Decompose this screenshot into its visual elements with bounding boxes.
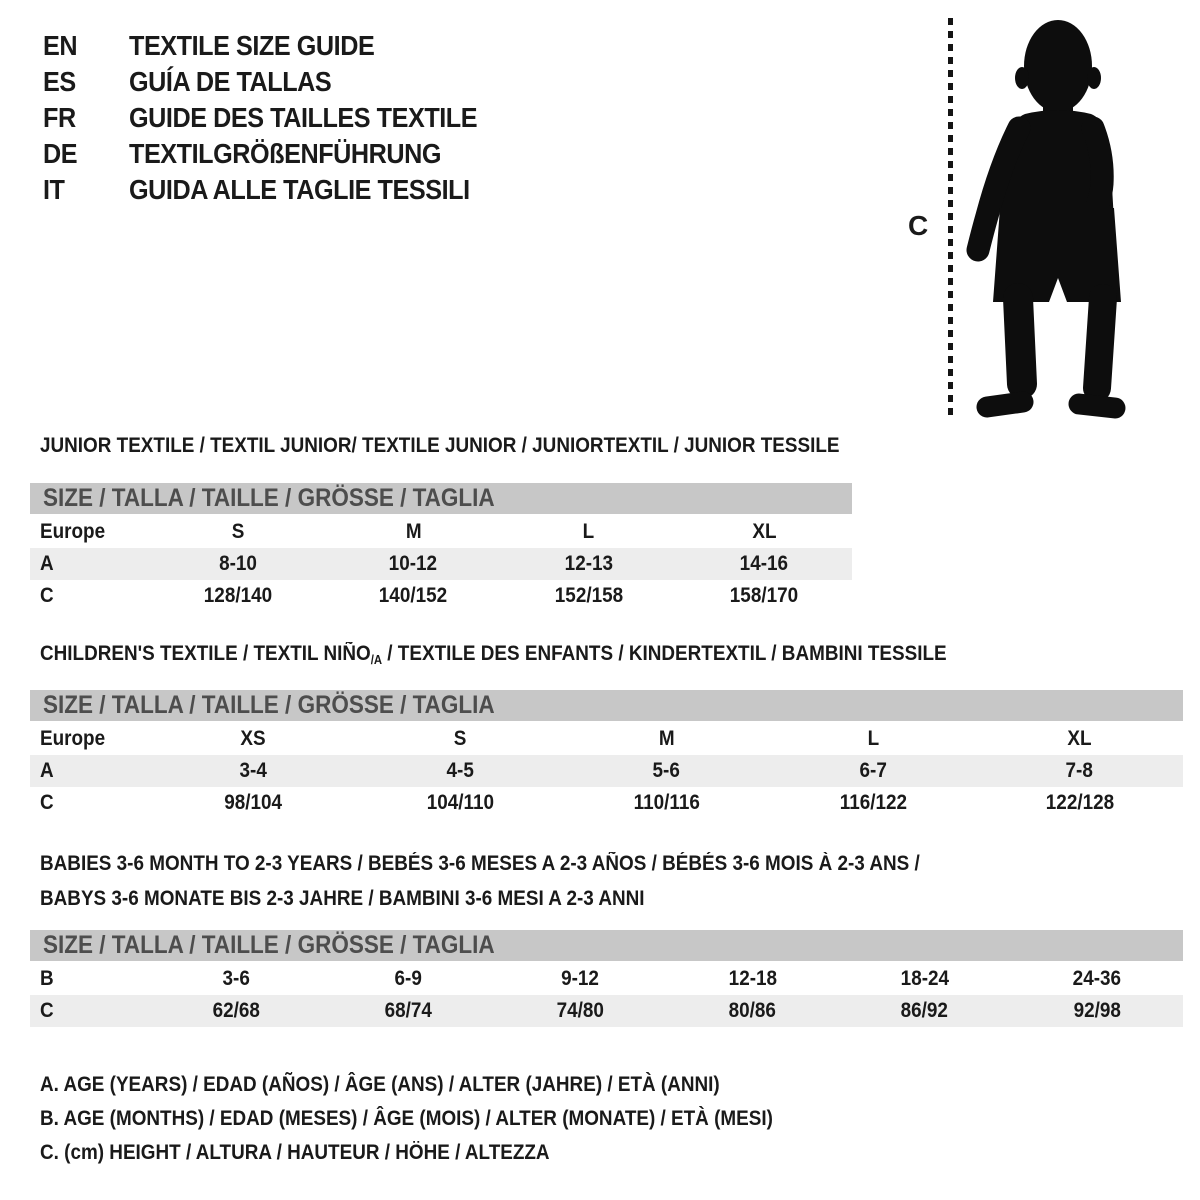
age-value: 14-16 — [740, 552, 789, 575]
row-label: C — [40, 791, 54, 814]
size-value: S — [453, 727, 467, 750]
legend-line-c: C. (cm) HEIGHT / ALTURA / HAUTEUR / HÖHE / ALTEZZA — [40, 1141, 550, 1164]
size-header-bar: SIZE / TALLA / TAILLE / GRÖSSE / TAGLIA — [30, 930, 1183, 961]
height-value: 68/74 — [384, 999, 432, 1022]
table-row-height — [30, 580, 852, 612]
height-value: 98/104 — [224, 791, 283, 814]
junior-section-title: JUNIOR TEXTILE / TEXTIL JUNIOR/ TEXTILE JUNIOR / JUNIORTEXTIL / JUNIOR TESSILE — [40, 434, 840, 457]
language-title: GUIDA ALLE TAGLIE TESSILI — [129, 174, 470, 205]
language-title: TEXTILE SIZE GUIDE — [129, 30, 375, 61]
age-value: 6-9 — [394, 967, 422, 990]
height-value: 152/158 — [554, 584, 623, 607]
language-list — [43, 28, 516, 208]
gender-suffix: /A — [370, 653, 383, 667]
legend-line-a: A. AGE (YEARS) / EDAD (AÑOS) / ÂGE (ANS) / ALTER (JAHRE) / ETÀ (ANNI) — [40, 1073, 720, 1096]
row-label: Europe — [40, 520, 106, 543]
row-label: A — [40, 759, 54, 782]
table-row-age — [30, 548, 852, 580]
age-value: 8-10 — [218, 552, 257, 575]
height-value: 62/68 — [212, 999, 260, 1022]
height-value: 86/92 — [901, 999, 949, 1022]
age-value: 12-18 — [728, 967, 777, 990]
language-code: FR — [43, 102, 76, 133]
row-label: C — [40, 999, 54, 1022]
toddler-silhouette-icon — [963, 16, 1141, 420]
language-row-en — [43, 28, 516, 64]
babies-size-table — [30, 930, 1183, 1027]
row-label: A — [40, 552, 54, 575]
row-label: Europe — [40, 727, 106, 750]
language-title: TEXTILGRÖßENFÜHRUNG — [129, 138, 442, 169]
age-value: 4-5 — [446, 759, 474, 782]
table-row-europe — [30, 723, 1183, 755]
row-label: C — [40, 584, 54, 607]
row-label: B — [40, 967, 54, 990]
table-row-europe — [30, 516, 852, 548]
height-value: 92/98 — [1073, 999, 1121, 1022]
size-value: XL — [1067, 727, 1092, 750]
age-value: 12-13 — [564, 552, 613, 575]
height-value: 104/110 — [426, 791, 494, 814]
size-value: L — [582, 520, 595, 543]
height-measure-dashed-line — [948, 18, 953, 416]
age-value: 9-12 — [561, 967, 600, 990]
height-value: 110/116 — [633, 791, 700, 814]
height-value: 122/128 — [1045, 791, 1114, 814]
age-value: 10-12 — [389, 552, 438, 575]
table-row-age — [30, 755, 1183, 787]
age-value: 5-6 — [652, 759, 681, 782]
language-title: GUIDE DES TAILLES TEXTILE — [129, 102, 478, 133]
age-value: 6-7 — [859, 759, 887, 782]
children-section-title: CHILDREN'S TEXTILE / TEXTIL NIÑO/A / TEXTILE DES ENFANTS / KINDERTEXTIL / BAMBINI TESSILE — [40, 642, 947, 667]
language-title: GUÍA DE TALLAS — [129, 66, 332, 97]
legend — [40, 1068, 854, 1170]
language-code: DE — [43, 138, 78, 169]
size-value: XS — [240, 727, 266, 750]
language-code: EN — [43, 30, 78, 61]
size-value: M — [658, 727, 675, 750]
language-row-de — [43, 136, 516, 172]
junior-size-table — [30, 483, 852, 612]
size-value: M — [405, 520, 422, 543]
age-value: 3-4 — [239, 759, 267, 782]
size-header-bar: SIZE / TALLA / TAILLE / GRÖSSE / TAGLIA — [30, 483, 852, 514]
age-value: 18-24 — [900, 967, 949, 990]
language-row-es — [43, 64, 516, 100]
legend-line-b: B. AGE (MONTHS) / EDAD (MESES) / ÂGE (MOIS) / ALTER (MONATE) / ETÀ (MESI) — [40, 1107, 773, 1130]
age-value: 24-36 — [1072, 967, 1122, 990]
children-size-table — [30, 690, 1183, 819]
height-measure-label: C — [908, 210, 929, 241]
language-row-fr — [43, 100, 516, 136]
size-value: L — [867, 727, 879, 750]
babies-section-title: BABIES 3-6 MONTH TO 2-3 YEARS / BEBÉS 3-6 MESES A 2-3 AÑOS / BÉBÉS 3-6 MOIS À 2-3 ANS / BABYS 3-6 MONATE BIS 2-3 JAHRE / BAMBINI 3-6 MESI A 2-3 ANNI — [40, 852, 920, 910]
height-value: 80/86 — [728, 999, 777, 1022]
age-value: 7-8 — [1066, 759, 1094, 782]
age-value: 3-6 — [222, 967, 250, 990]
table-row-age-months — [30, 963, 1183, 995]
language-code: IT — [43, 174, 65, 205]
size-value: S — [231, 520, 245, 543]
size-value: XL — [752, 520, 777, 543]
table-row-height — [30, 787, 1183, 819]
height-value: 116/122 — [839, 791, 907, 814]
table-row-height — [30, 995, 1183, 1027]
height-value: 140/152 — [379, 584, 448, 607]
language-row-it — [43, 172, 516, 208]
language-code: ES — [43, 66, 76, 97]
size-header-bar: SIZE / TALLA / TAILLE / GRÖSSE / TAGLIA — [30, 690, 1183, 721]
height-value: 74/80 — [556, 999, 605, 1022]
height-value: 128/140 — [203, 584, 272, 607]
height-value: 158/170 — [730, 584, 799, 607]
